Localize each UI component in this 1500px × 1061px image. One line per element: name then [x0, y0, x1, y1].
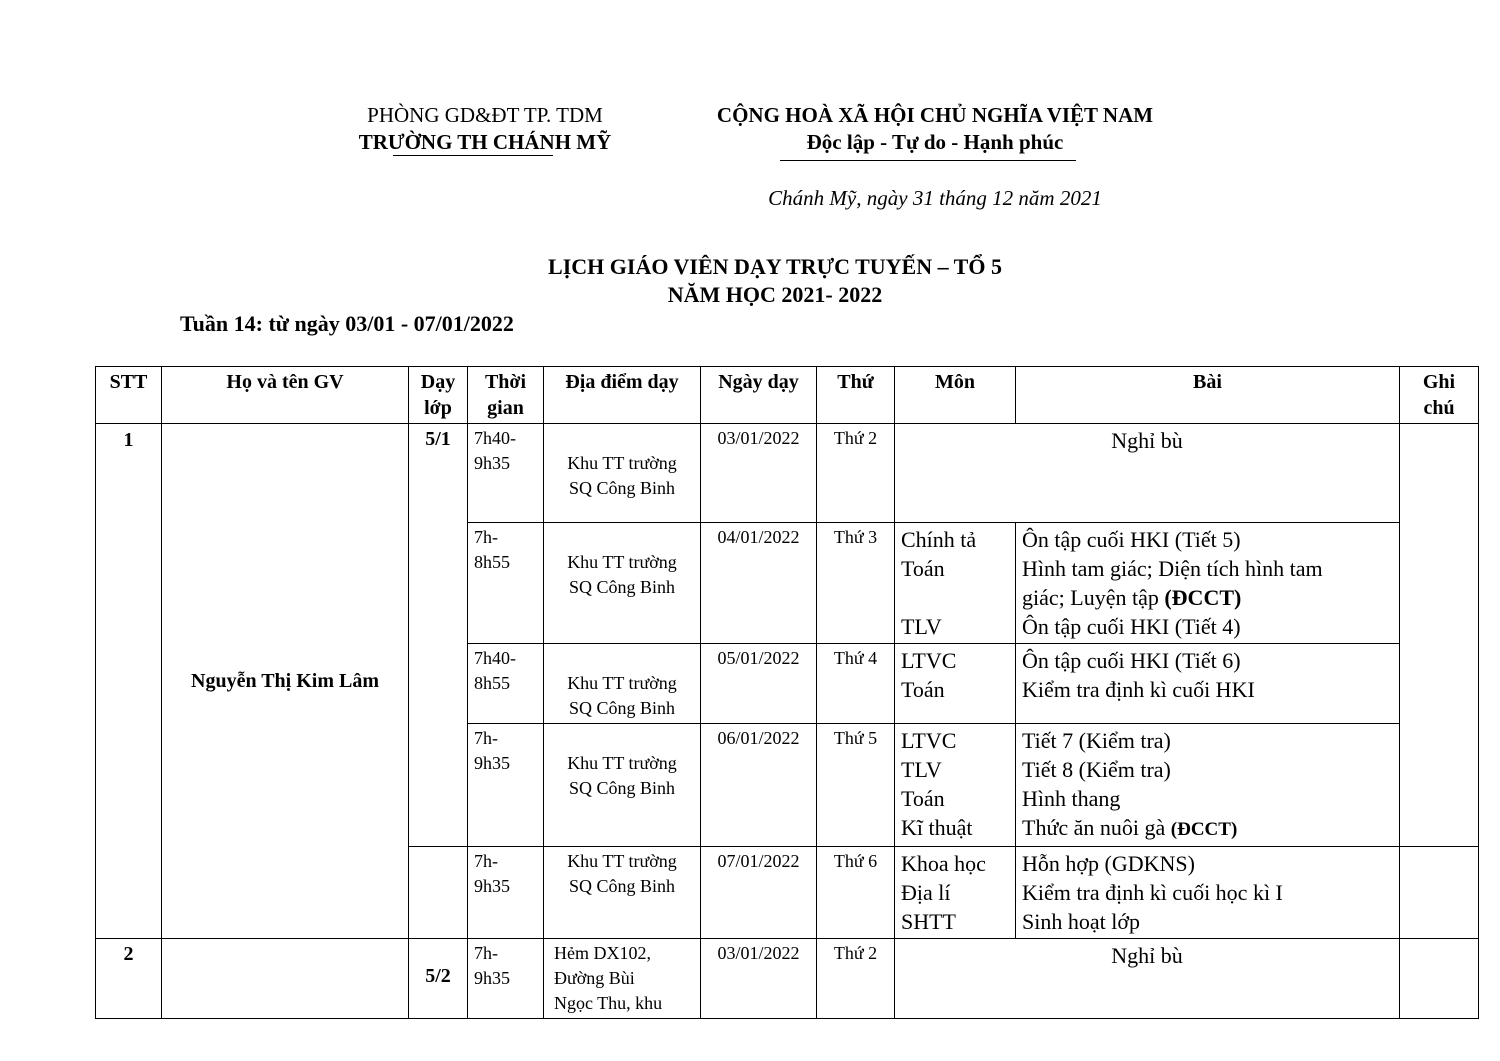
- time-cell: 7h- 9h35: [468, 939, 544, 1019]
- weekday-cell: Thứ 6: [817, 847, 895, 939]
- header-place: Địa điểm dạy: [544, 367, 701, 424]
- date-cell: 05/01/2022: [701, 644, 817, 724]
- place-cell: Khu TT trường SQ Công Binh: [544, 724, 701, 847]
- weekday-cell: Thứ 2: [817, 424, 895, 523]
- header-time: Thời gian: [468, 367, 544, 424]
- date-cell: 07/01/2022: [701, 847, 817, 939]
- place-cell: Hẻm DX102, Đường Bùi Ngọc Thu, khu: [544, 939, 701, 1019]
- place-cell: Khu TT trường SQ Công Binh: [544, 424, 701, 523]
- lesson-cell: Ôn tập cuối HKI (Tiết 5) Hình tam giác; Diện tích hình tam giác; Luyện tập (ĐCCT) Ôn tập cuối HKI (Tiết 4): [1016, 523, 1400, 644]
- note-cell: [1400, 424, 1479, 523]
- header-lesson: Bài: [1016, 367, 1400, 424]
- time-cell: 7h40- 9h35: [468, 424, 544, 523]
- teacher-stt: 2: [96, 939, 162, 1019]
- class-cell-empty: [409, 847, 468, 939]
- table-header-row: [96, 367, 1479, 424]
- rest-day-cell: Nghỉ bù: [895, 939, 1400, 1019]
- date-cell: 03/01/2022: [701, 939, 817, 1019]
- lesson-cell: Hỗn hợp (GDKNS) Kiểm tra định kì cuối học kì I Sinh hoạt lớp: [1016, 847, 1400, 939]
- date-cell: 04/01/2022: [701, 523, 817, 644]
- date-cell: 03/01/2022: [701, 424, 817, 523]
- subject-cell: Chính tả Toán TLV: [895, 523, 1016, 644]
- teacher-name: [162, 939, 409, 1019]
- national-motto-underline: [780, 160, 1076, 161]
- rest-day-cell: Nghỉ bù: [895, 424, 1400, 523]
- header-subject: Môn: [895, 367, 1016, 424]
- lesson-cell: Ôn tập cuối HKI (Tiết 6) Kiểm tra định kì cuối HKI: [1016, 644, 1400, 724]
- subject-cell: LTVC TLV Toán Kĩ thuật: [895, 724, 1016, 847]
- header-stt: STT: [96, 367, 162, 424]
- time-cell: 7h40- 8h55: [468, 644, 544, 724]
- header-weekday: Thứ: [817, 367, 895, 424]
- school-name-underline: [393, 155, 553, 156]
- time-cell: 7h- 8h55: [468, 523, 544, 644]
- weekday-cell: Thứ 2: [817, 939, 895, 1019]
- note-cell: [1400, 644, 1479, 724]
- department-name: PHÒNG GD&ĐT TP. TDM: [367, 103, 603, 127]
- document-date: Chánh Mỹ, ngày 31 tháng 12 năm 2021: [768, 186, 1102, 210]
- weekday-cell: Thứ 3: [817, 523, 895, 644]
- header-note: Ghi chú: [1400, 367, 1479, 424]
- teacher-class: 5/1: [409, 424, 468, 847]
- note-cell: [1400, 847, 1479, 939]
- weekday-cell: Thứ 5: [817, 724, 895, 847]
- subject-cell: Khoa học Địa lí SHTT: [895, 847, 1016, 939]
- school-year: NĂM HỌC 2021- 2022: [667, 282, 883, 307]
- school-name: TRƯỜNG TH CHÁNH MỸ: [358, 130, 612, 154]
- time-cell: 7h- 9h35: [468, 847, 544, 939]
- teacher-class: 5/2: [409, 939, 468, 1019]
- place-cell: Khu TT trường SQ Công Binh: [544, 523, 701, 644]
- table-row: [96, 939, 1479, 1019]
- table-row: [96, 424, 1479, 523]
- note-cell: [1400, 724, 1479, 847]
- note-cell: [1400, 523, 1479, 644]
- note-cell: [1400, 939, 1479, 1019]
- lesson-cell: Tiết 7 (Kiểm tra) Tiết 8 (Kiểm tra) Hình thang Thức ăn nuôi gà (ĐCCT): [1016, 724, 1400, 847]
- weekday-cell: Thứ 4: [817, 644, 895, 724]
- teacher-name: Nguyễn Thị Kim Lâm: [162, 424, 409, 939]
- subject-cell: LTVC Toán: [895, 644, 1016, 724]
- place-cell: Khu TT trường SQ Công Binh: [544, 847, 701, 939]
- schedule-table: [95, 366, 1479, 1019]
- document-title: LỊCH GIÁO VIÊN DẠY TRỰC TUYẾN – TỔ 5: [548, 254, 1002, 279]
- header-teacher-name: Họ và tên GV: [162, 367, 409, 424]
- header-date: Ngày dạy: [701, 367, 817, 424]
- time-cell: 7h- 9h35: [468, 724, 544, 847]
- date-cell: 06/01/2022: [701, 724, 817, 847]
- national-title: CỘNG HOÀ XÃ HỘI CHỦ NGHĨA VIỆT NAM: [716, 103, 1154, 127]
- header-class: Dạy lớp: [409, 367, 468, 424]
- week-range: Tuần 14: từ ngày 03/01 - 07/01/2022: [180, 311, 514, 336]
- national-motto: Độc lập - Tự do - Hạnh phúc: [806, 130, 1064, 154]
- teacher-stt: 1: [96, 424, 162, 939]
- place-cell: Khu TT trường SQ Công Binh: [544, 644, 701, 724]
